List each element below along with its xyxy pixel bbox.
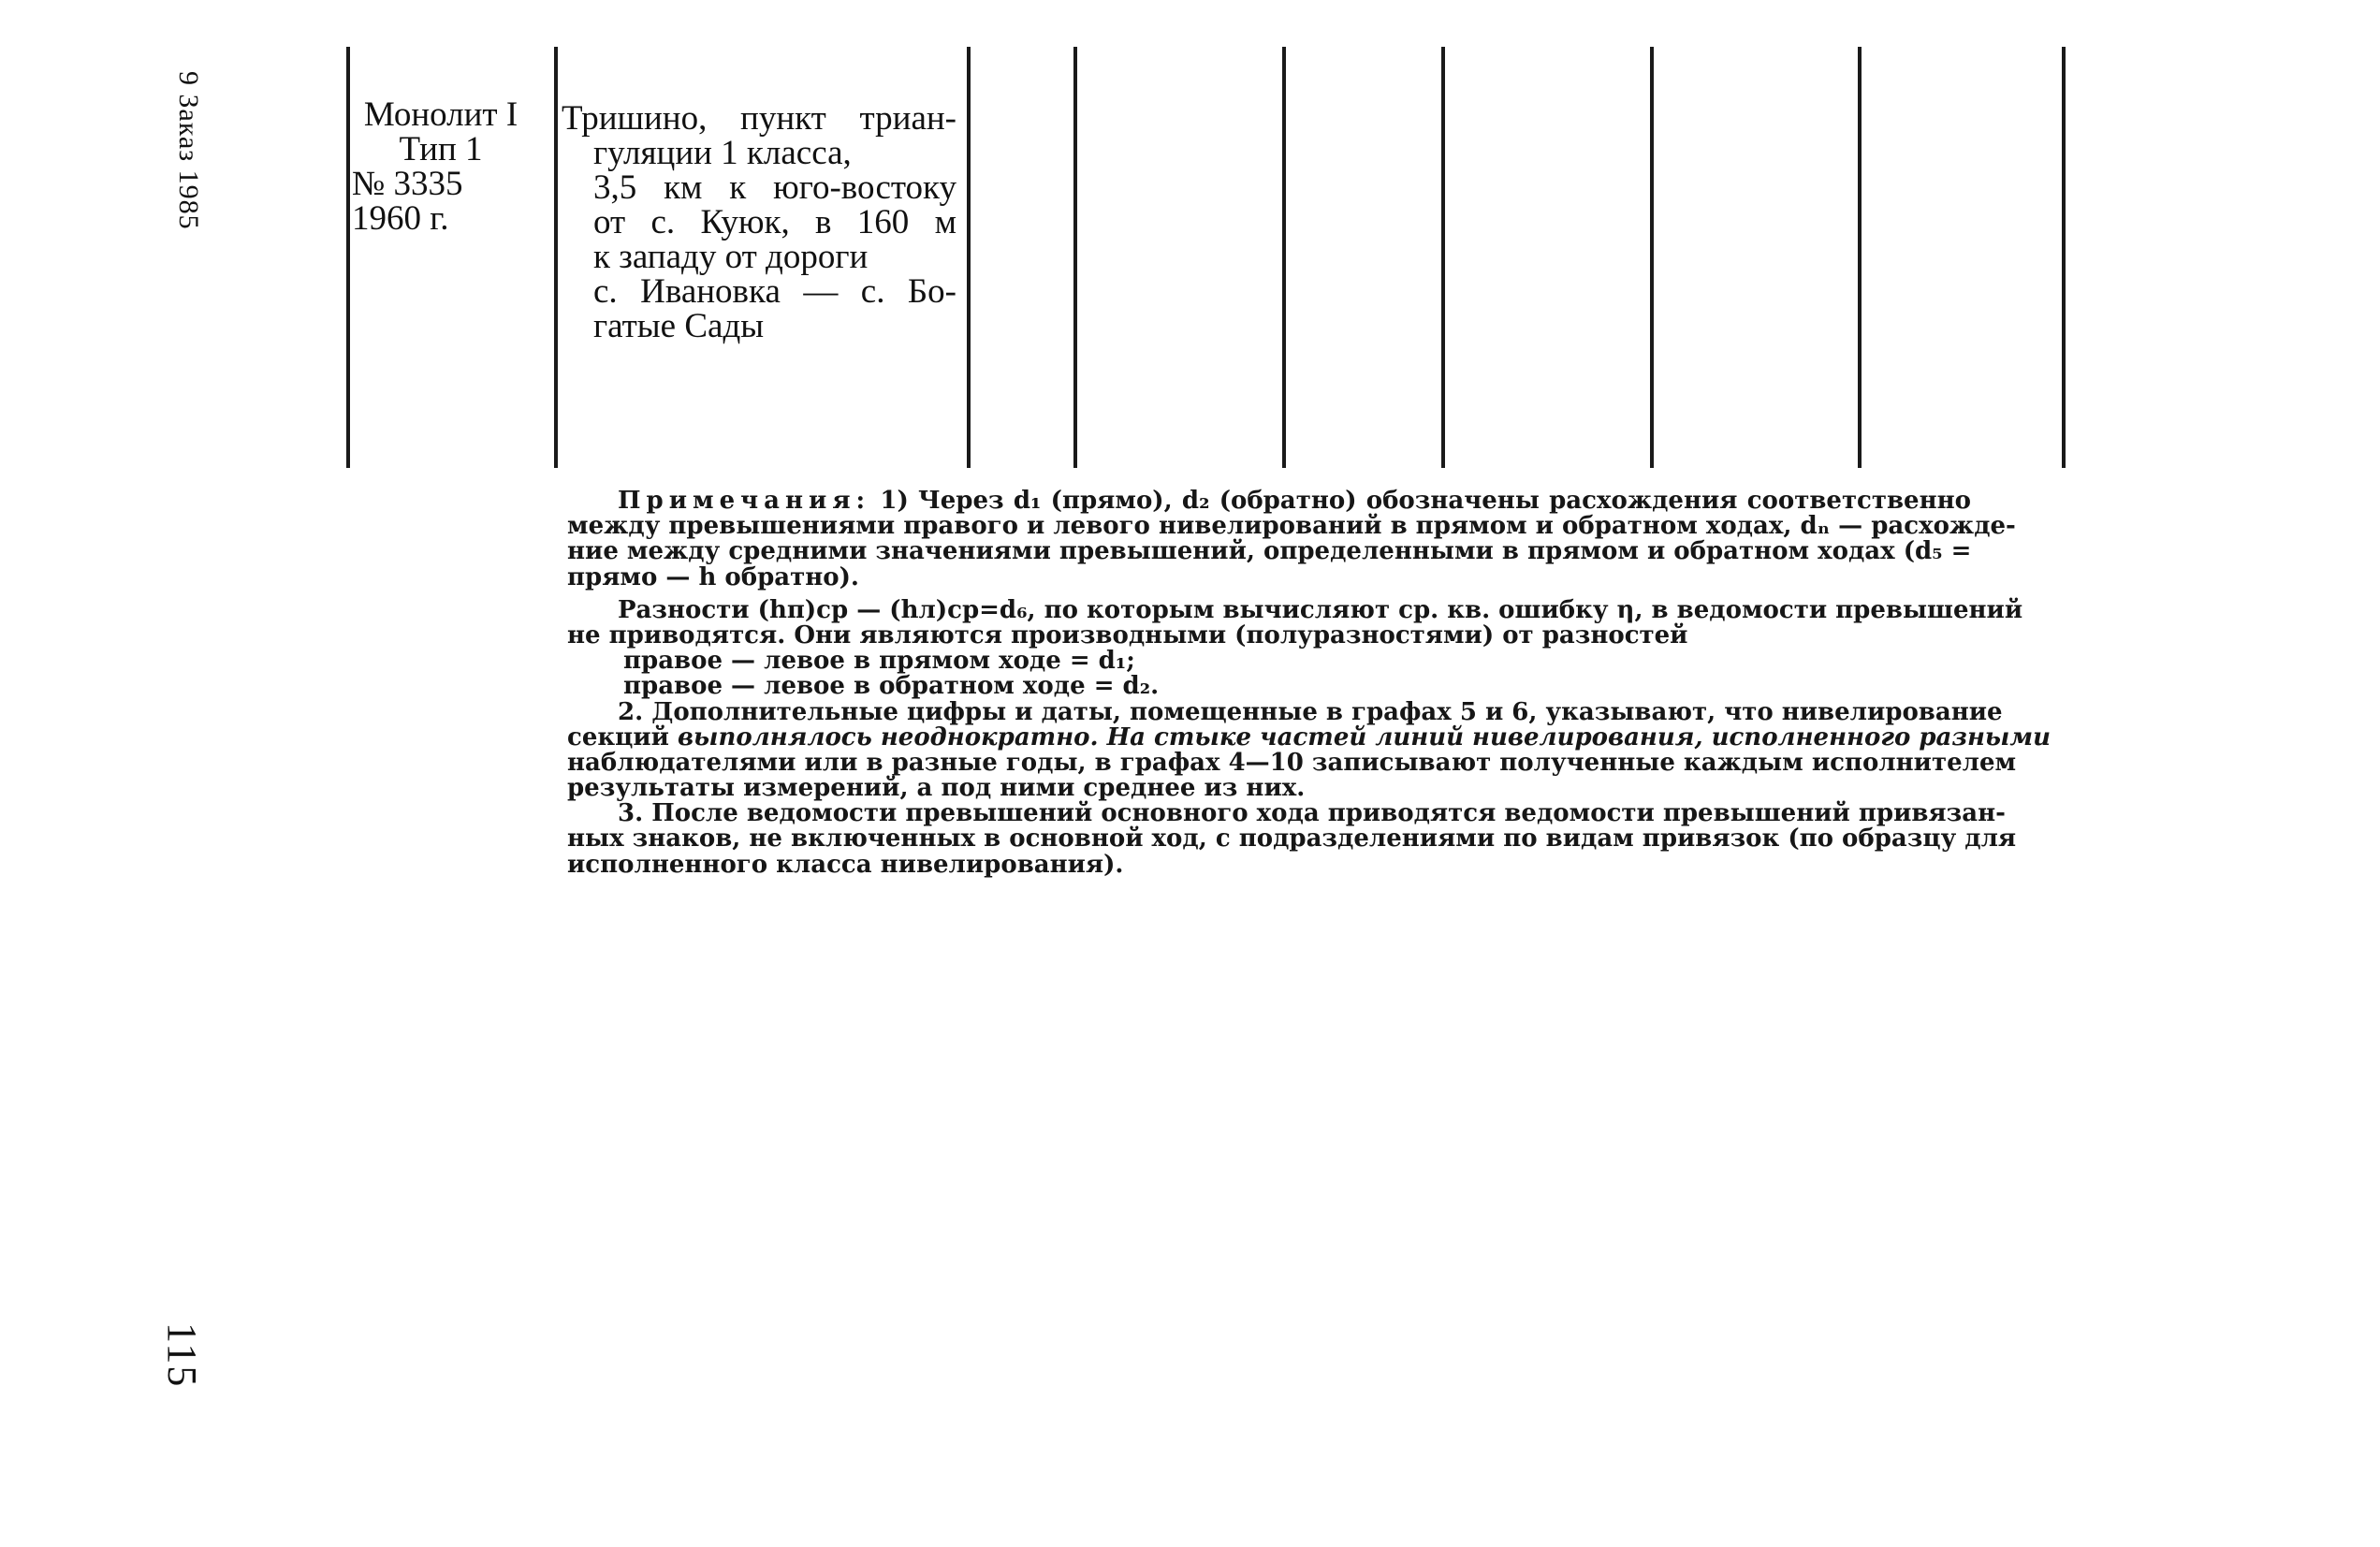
note-1-line: прямо — h обратно). bbox=[567, 562, 859, 591]
monolith-number: № 3335 bbox=[352, 165, 463, 203]
location-line: 3,5 км к юго-востоку bbox=[593, 168, 956, 207]
note-1-line: между превышениями правого и левого нивелирований в прямом и обратном ходах, dₙ — расхожде- bbox=[567, 512, 2016, 541]
note-2-line: наблюдателями или в разные годы, в графах 4—10 записывают полученные каждым исполнителем bbox=[567, 748, 2017, 777]
location-line: Тришино, пункт триан- bbox=[562, 99, 956, 138]
notes-label: Примечания: bbox=[618, 487, 871, 515]
note-1-line: не приводятся. Они являются производными (полуразностями) от разностей bbox=[567, 620, 1688, 649]
location-line: с. Ивановка — с. Бо- bbox=[593, 272, 956, 311]
table-rule bbox=[967, 47, 971, 468]
note-1-line: правое — левое в обратном ходе = d₂. bbox=[623, 672, 1160, 701]
note-3-line: исполненного класса нивелирования). bbox=[567, 850, 1124, 879]
notes-block bbox=[567, 487, 2051, 879]
note-2-line: результаты измерений, а под ними среднее из них. bbox=[567, 774, 1306, 803]
note-1-line: Примечания: 1) Через d₁ (прямо), d₂ (обратно) обозначены расхождения соответственно bbox=[618, 487, 1971, 515]
table-rule bbox=[1441, 47, 1445, 468]
note-3-line: 3. После ведомости превышений основного хода приводятся ведомости превышений привязан- bbox=[618, 799, 2006, 828]
table-rule bbox=[1073, 47, 1077, 468]
note-1-line: правое — левое в прямом ходе = d₁; bbox=[623, 647, 1135, 676]
page-header-side: 9 Заказ 1985 bbox=[173, 71, 204, 230]
location-line: к западу от дороги bbox=[593, 238, 869, 276]
table-rule bbox=[2062, 47, 2066, 468]
note-3-line: ных знаков, не включенных в основной ход, с подразделениями по видам привязок (по образцу для bbox=[567, 825, 2017, 854]
location-line: гатые Сады bbox=[593, 307, 765, 345]
location-line: от с. Куюк, в 160 м bbox=[593, 203, 956, 241]
table-cell-monolith bbox=[352, 97, 539, 236]
monolith-year: 1960 г. bbox=[352, 199, 449, 238]
page-number: 115 bbox=[159, 1322, 205, 1389]
table-rule bbox=[346, 47, 350, 468]
monolith-type: Тип 1 bbox=[399, 130, 483, 168]
table-rule bbox=[1858, 47, 1862, 468]
note-1-line: Разности (hп)ср — (hл)ср=d₆, по которым вычисляют ср. кв. ошибку η, в ведомости превышений bbox=[618, 595, 2023, 624]
table-rule bbox=[1282, 47, 1286, 468]
note-2-line: секций выполнялось неоднократно. На стыке частей линий нивелирования, исполненного разными bbox=[567, 722, 2051, 752]
note-2-line: 2. Дополнительные цифры и даты, помещенные в графах 5 и 6, указывают, что нивелирование bbox=[618, 697, 2003, 726]
table-rule bbox=[1650, 47, 1654, 468]
table-cell-location bbox=[562, 101, 956, 343]
note-1-line: ние между средними значениями превышений, определенными в прямом и обратном ходах (d₅ = bbox=[567, 537, 1972, 566]
table-rule bbox=[554, 47, 558, 468]
location-line: гуляции 1 класса, bbox=[593, 134, 852, 172]
monolith-name: Монолит I bbox=[363, 95, 518, 134]
